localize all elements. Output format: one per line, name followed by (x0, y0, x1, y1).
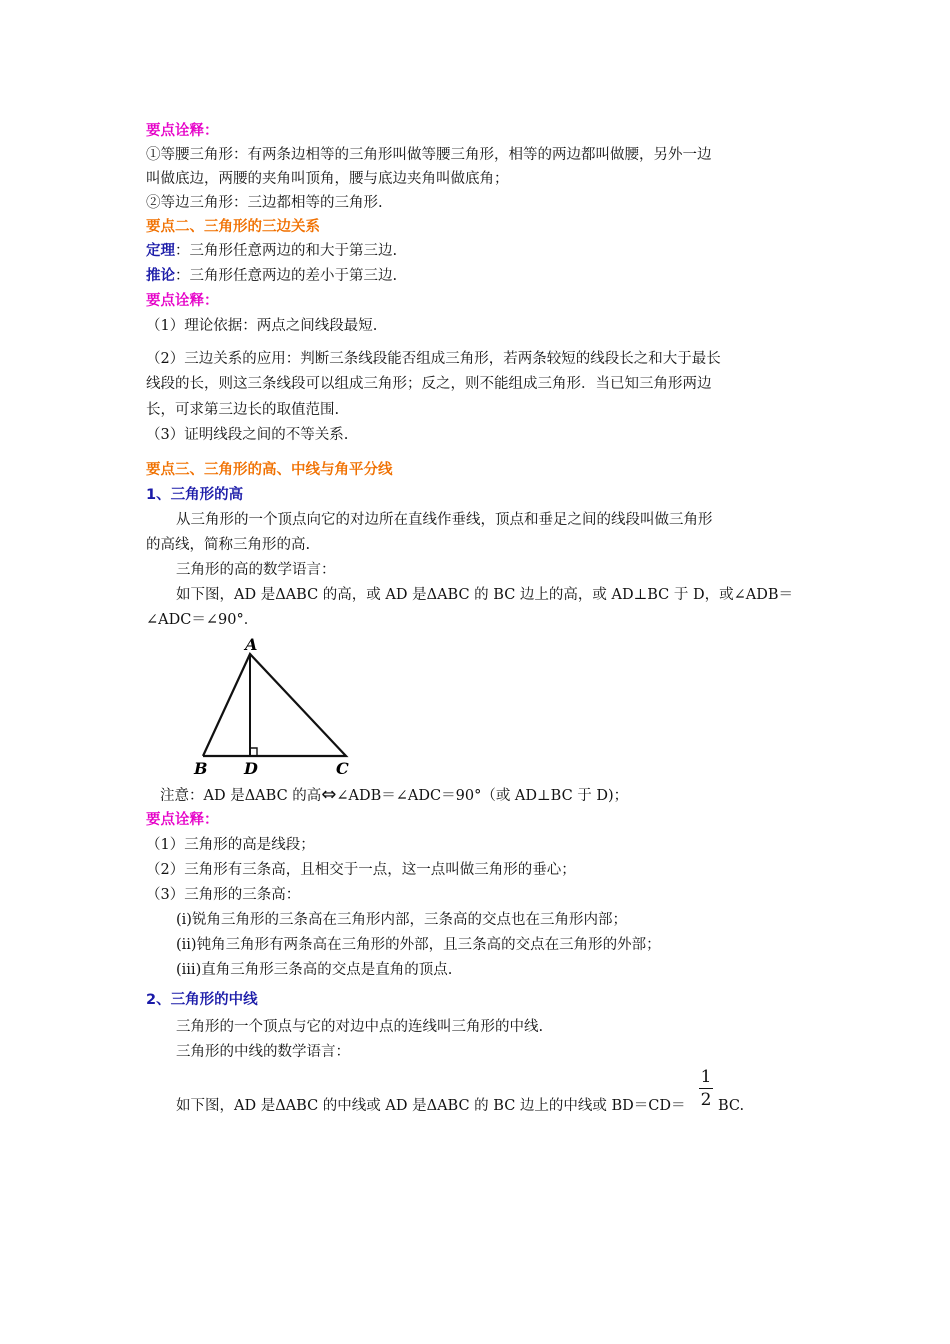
vertex-label-c: C (336, 759, 349, 778)
corollary-label: 推论 (146, 268, 175, 284)
altitude-note-3: （3）三角形的三条高： (146, 887, 301, 903)
vertex-label-b: B (194, 759, 208, 778)
altitude-note-2: （2）三角形有三条高，且相交于一点，这一点叫做三角形的垂心； (146, 862, 576, 878)
section-heading-altitude-median: 要点三、三角形的高、中线与角平分线 (146, 462, 393, 478)
vertex-label-a: A (245, 635, 258, 654)
notes-heading-1: 要点诠释： (146, 123, 219, 139)
note-application-line1: （2）三边关系的应用：判断三条线段能否组成三角形，若两条较短的线段长之和大于最长 (146, 351, 721, 367)
triangle-outline (203, 654, 346, 756)
median-math-language: 三角形的中线的数学语言： (176, 1044, 350, 1060)
altitude-definition-line1: 从三角形的一个顶点向它的对边所在直线作垂线，顶点和垂足之间的线段叫做三角形 (176, 512, 713, 528)
triangle-altitude-figure (188, 632, 363, 780)
fraction-one-half (696, 1067, 716, 1110)
altitude-definition-line2: 的高线，简称三角形的高. (146, 537, 311, 553)
corollary-line (146, 266, 397, 286)
note-application-line3: 长，可求第三边长的取值范围. (146, 402, 340, 418)
note-theory-basis: （1）理论依据：两点之间线段最短. (146, 318, 378, 334)
note-prefix: 注意：AD 是ΔABC 的高 (160, 788, 322, 804)
note-suffix: ∠ADB＝∠ADC＝90°（或 AD⊥BC 于 D)； (336, 788, 629, 804)
altitude-note-1: （1）三角形的高是线段； (146, 837, 315, 853)
altitude-note-3-i: (ⅰ)锐角三角形的三条高在三角形内部，三条高的交点也在三角形内部； (176, 912, 627, 928)
theorem-text: ：三角形任意两边的和大于第三边. (175, 243, 398, 259)
section-heading-triangle-sides: 要点二、三角形的三边关系 (146, 219, 320, 235)
altitude-equivalence-note (160, 785, 628, 806)
subheading-altitude: 1、三角形的高 (146, 487, 244, 503)
note-application-line2: 线段的长，则这三条线段可以组成三角形；反之，则不能组成三角形．当已知三角形两边 (146, 376, 712, 392)
altitude-math-language: 三角形的高的数学语言： (176, 562, 336, 578)
theorem-line (146, 241, 397, 261)
notes-heading-2: 要点诠释： (146, 293, 219, 309)
altitude-figure-text-line1: 如下图，AD 是ΔABC 的高，或 AD 是ΔABC 的 BC 边上的高，或 AD⊥BC 于 D，或∠ADB＝ (176, 587, 794, 603)
median-figure-text: 如下图，AD 是ΔABC 的中线或 AD 是ΔABC 的 BC 边上的中线或 BD＝CD＝ (176, 1098, 686, 1114)
isosceles-definition-line2: 叫做底边，两腰的夹角叫顶角，腰与底边夹角叫做底角； (146, 171, 509, 187)
fraction-denominator: 2 (700, 1090, 712, 1110)
vertex-label-d: D (244, 759, 258, 778)
subheading-median: 2、三角形的中线 (146, 992, 258, 1008)
notes-heading-3: 要点诠释： (146, 812, 219, 828)
iff-arrow: ⇔ (321, 784, 337, 805)
theorem-label: 定理 (146, 243, 175, 259)
right-angle-mark (250, 748, 257, 756)
altitude-figure-text-line2: ∠ADC＝∠90°． (146, 612, 259, 628)
equilateral-definition: ②等边三角形：三边都相等的三角形. (146, 195, 383, 211)
isosceles-definition-line1: ①等腰三角形：有两条边相等的三角形叫做等腰三角形，相等的两边都叫做腰，另外一边 (146, 147, 712, 163)
median-figure-text-tail: BC. (718, 1098, 745, 1114)
fraction-numerator: 1 (700, 1067, 712, 1087)
note-inequality: （3）证明线段之间的不等关系. (146, 427, 349, 443)
fraction-bar (699, 1088, 713, 1089)
median-definition: 三角形的一个顶点与它的对边中点的连线叫三角形的中线. (176, 1019, 544, 1035)
altitude-note-3-iii: (ⅲ)直角三角形三条高的交点是直角的顶点. (176, 962, 453, 978)
corollary-text: ：三角形任意两边的差小于第三边. (175, 268, 398, 284)
altitude-note-3-ii: (ⅱ)钝角三角形有两条高在三角形的外部，且三条高的交点在三角形的外部； (176, 937, 661, 953)
